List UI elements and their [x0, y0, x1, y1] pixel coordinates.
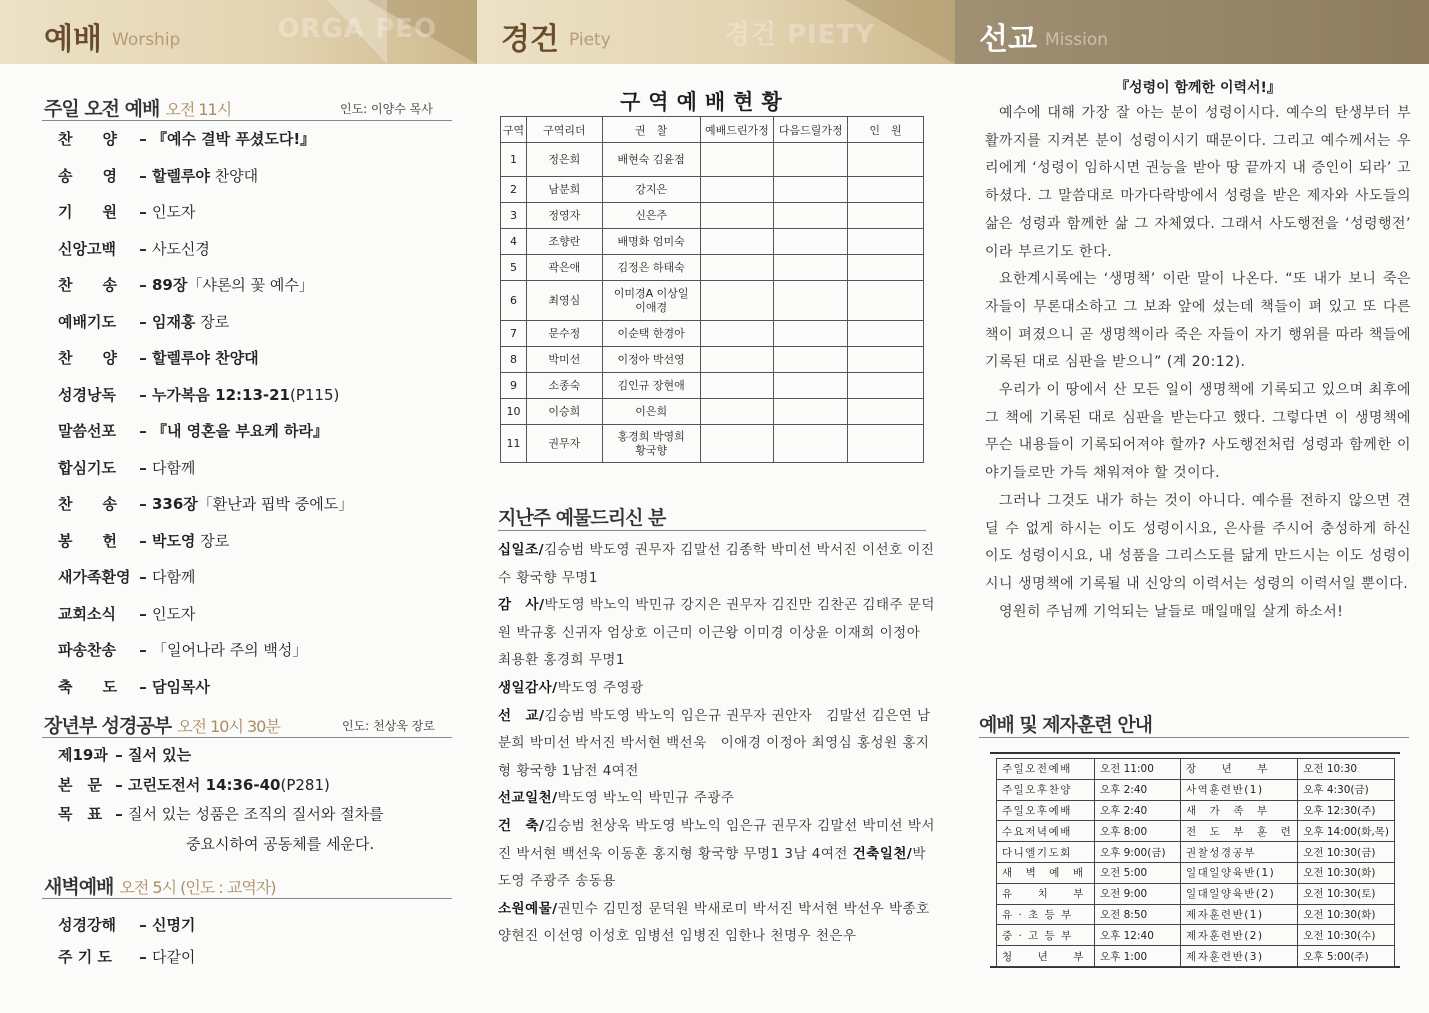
- table-row: [501, 425, 924, 463]
- order-item: [58, 493, 353, 514]
- order-separator: –: [134, 349, 152, 367]
- cell-members: 홍경희 박영희 황국향: [602, 425, 700, 463]
- order-content: 신명기: [151, 916, 196, 934]
- schedule-time: 오전 5:00: [1095, 862, 1181, 883]
- offering-names: 박도영 주광주 송동용: [498, 845, 926, 890]
- table-row: [501, 321, 924, 347]
- cell-leader: 최영심: [526, 281, 602, 321]
- offering-group: [498, 703, 938, 786]
- offering-names: 권민수 김민정 문덕원 박새로미 박서진 박서현 박선우 박종호 양현진 이선영 이성호 임병선 임병진 임한나 천명우 천은우: [498, 900, 930, 945]
- essay-paragraph: 영원히 주님께 기억되는 날들로 매일매일 살게 하소서!: [999, 603, 1344, 620]
- schedule-time: 오전 9:00: [1095, 883, 1181, 904]
- offering-names: 박도영 박노익 박민규 주광주: [557, 790, 735, 807]
- order-detail: 다함께: [151, 458, 196, 477]
- cell-members: 이정아 박선영: [602, 347, 700, 373]
- schedule-name: 수요저녁예배: [997, 821, 1095, 842]
- cell-no: 10: [501, 399, 527, 425]
- order-detail: 「샤론의 꽃 예수」: [187, 276, 314, 294]
- schedule-row: [997, 842, 1395, 863]
- schedule-time: 오전 8:50: [1095, 904, 1181, 925]
- schedule-name: 유 · 초 등 부: [997, 904, 1095, 925]
- offering-names: 박도영 주영광: [557, 679, 644, 696]
- order-item: [58, 914, 195, 935]
- order-content: 고린도전서 14:36-40: [127, 775, 281, 794]
- order-detail: (P281): [280, 775, 330, 794]
- empty-cell: [848, 399, 924, 425]
- order-content: 할렐루야 찬양대: [151, 349, 259, 367]
- order-separator: –: [110, 775, 128, 794]
- cell-leader: 곽은애: [526, 255, 602, 281]
- empty-cell: [848, 373, 924, 399]
- column-header: 다음드릴가정: [774, 117, 848, 143]
- empty-cell: [774, 281, 848, 321]
- order-item: [58, 128, 315, 149]
- schedule-row: [997, 759, 1395, 780]
- order-item: [58, 566, 195, 587]
- schedule-name: 주일오후찬양: [997, 779, 1095, 800]
- offering-type: 선교일천/: [498, 790, 558, 807]
- table-row: [501, 347, 924, 373]
- empty-cell: [700, 425, 774, 463]
- cell-no: 7: [501, 321, 527, 347]
- order-separator: –: [134, 916, 152, 934]
- offering-names: 김승범 박도영 권무자 김말선 김종학 박미선 박서진 이선호 이진수 황국향 무명1: [498, 542, 935, 586]
- order-detail: 찬양대: [209, 166, 259, 185]
- cell-leader: 정은희: [526, 143, 602, 177]
- divider: [42, 120, 452, 121]
- order-item: [58, 639, 307, 660]
- order-separator: –: [134, 385, 152, 404]
- empty-cell: [774, 203, 848, 229]
- schedule-time: 오전 10:30: [1298, 759, 1395, 780]
- cell-no: 8: [501, 347, 527, 373]
- order-item: [58, 744, 191, 765]
- order-item: [58, 274, 314, 295]
- cell-leader: 남분희: [526, 177, 602, 203]
- order-detail: 인도자: [151, 604, 196, 623]
- empty-cell: [700, 399, 774, 425]
- cell-members: 강지은: [602, 177, 700, 203]
- empty-cell: [700, 281, 774, 321]
- offering-type: 감 사/: [498, 597, 545, 614]
- offering-group: [498, 896, 938, 951]
- empty-cell: [848, 321, 924, 347]
- offering-names: 김승범 박도영 박노익 임은규 권무자 권안자 김말선 김은연 남분희 박미선 박서진 박서현 백선욱 이애경 이정아 최영심 홍성원 홍지형 황국향 1남전 4여전: [498, 707, 931, 779]
- schedule-row: [997, 883, 1395, 904]
- empty-cell: [848, 425, 924, 463]
- empty-cell: [700, 229, 774, 255]
- offering-group: [498, 675, 938, 703]
- order-content: 『내 영혼을 부요케 하라』: [151, 422, 329, 440]
- order-item: [58, 946, 195, 967]
- order-detail: 인도자: [151, 203, 196, 221]
- schedule-time: 오전 10:30(화): [1298, 904, 1395, 925]
- schedule-time: 오후 12:40: [1095, 925, 1181, 946]
- empty-cell: [774, 229, 848, 255]
- essay-paragraph: 그러나 그것도 내가 하는 것이 아니다. 예수를 전하지 않으면 견딜 수 없게 하시는 이도 성령이시요, 은사를 주시어 충성하게 하신 이도 성령이시요, 내 성품을 그리스도를 닮게 만드시는 이도 성령이시니 생명책에 기록될 내 신앙의 이력서는 성령의 이력서일 뿐이다.: [985, 492, 1411, 592]
- empty-cell: [848, 255, 924, 281]
- order-detail: 「환난과 핍박 중에도」: [197, 495, 354, 513]
- schedule-row: [997, 800, 1395, 821]
- order-content: 질서 있는: [127, 746, 192, 764]
- district-table-title: 구역예배현황: [620, 90, 790, 114]
- order-item: [58, 457, 195, 478]
- schedule-name: 새 가 족 부: [1181, 800, 1298, 821]
- schedule-name: 사역훈련반(1): [1181, 779, 1298, 800]
- offering-group: [498, 537, 938, 592]
- schedule-name: 일대일양육반(1): [1181, 862, 1298, 883]
- table-row: [501, 177, 924, 203]
- youth-time: 오전 10시 30분: [177, 717, 280, 736]
- dawn-title-text: 새벽예배: [44, 876, 114, 898]
- column-header: 구역리더: [526, 117, 602, 143]
- morning-title-text: 주일 오전 예배: [44, 98, 160, 120]
- empty-cell: [774, 321, 848, 347]
- table-header-row: [501, 117, 924, 143]
- cell-no: 5: [501, 255, 527, 281]
- schedule-name: 새 벽 예 배: [997, 862, 1095, 883]
- empty-cell: [774, 347, 848, 373]
- empty-cell: [700, 143, 774, 177]
- schedule-time: 오전 11:00: [1095, 759, 1181, 780]
- cell-no: 4: [501, 229, 527, 255]
- schedule-name: 일대일양육반(2): [1181, 883, 1298, 904]
- order-separator: –: [134, 203, 152, 221]
- schedule-name: 장 년 부: [1181, 759, 1298, 780]
- schedule-time: 오전 10:30(토): [1298, 883, 1395, 904]
- dawn-time: 오전 5시 (인도 : 교역자): [119, 878, 276, 897]
- dawn-service-title: [44, 872, 275, 899]
- schedule-row: [997, 862, 1395, 883]
- order-label: 말씀선포: [58, 422, 116, 440]
- order-separator: –: [134, 495, 152, 513]
- column-header: 예배드린가정: [700, 117, 774, 143]
- empty-cell: [774, 255, 848, 281]
- divider: [498, 530, 926, 531]
- empty-cell: [848, 347, 924, 373]
- header-title-en: Worship: [112, 30, 181, 50]
- order-separator: –: [134, 948, 152, 966]
- order-item: [134, 833, 374, 854]
- district-worship-table: [500, 116, 924, 463]
- order-item: [58, 774, 330, 795]
- cell-members: 이미경A 이상일 이애경: [602, 281, 700, 321]
- column-header: 인 원: [848, 117, 924, 143]
- schedule-time: 오후 9:00(금): [1095, 842, 1181, 863]
- order-item: [58, 384, 339, 405]
- empty-cell: [700, 177, 774, 203]
- cell-no: 2: [501, 177, 527, 203]
- order-item: [58, 603, 195, 624]
- order-detail: (P115): [289, 385, 340, 404]
- order-separator: –: [134, 641, 152, 659]
- header-title-en: Piety: [569, 30, 611, 50]
- empty-cell: [774, 177, 848, 203]
- empty-cell: [774, 425, 848, 463]
- schedule-name: 권찰성경공부: [1181, 842, 1298, 863]
- table-row: [501, 373, 924, 399]
- order-separator: –: [134, 166, 152, 185]
- order-separator: –: [110, 746, 128, 764]
- order-item: [58, 201, 195, 222]
- offering-group: [498, 785, 938, 813]
- order-label: 찬 송: [58, 276, 117, 294]
- table-row: [501, 203, 924, 229]
- schedule-time: 오후 1:00: [1095, 946, 1181, 967]
- column-header: 구역: [501, 117, 527, 143]
- offerings-list: [498, 537, 938, 951]
- youth-title-text: 장년부 성경공부: [44, 715, 172, 737]
- cell-members: 김정은 하태숙: [602, 255, 700, 281]
- order-detail: 다같이: [151, 948, 196, 966]
- offering-type: 선 교/: [498, 707, 545, 724]
- morning-service-title: [44, 94, 231, 121]
- empty-cell: [774, 373, 848, 399]
- order-detail: 다함께: [151, 568, 196, 586]
- order-label: 봉 헌: [58, 531, 117, 550]
- order-label: 성경강해: [58, 916, 116, 934]
- cell-leader: 문수정: [526, 321, 602, 347]
- schedule-name: 청 년 부: [997, 946, 1095, 967]
- offering-group: [498, 818, 935, 889]
- schedule-name: 다니엘기도회: [997, 842, 1095, 863]
- table-row: [501, 143, 924, 177]
- offering-type: 십일조/: [498, 542, 545, 558]
- order-item: [58, 165, 258, 186]
- order-detail: 「일어나라 주의 백성」: [151, 641, 308, 659]
- schedule-name: 유 치 부: [997, 883, 1095, 904]
- order-detail: 중요시하여 공동체를 세운다.: [186, 834, 375, 853]
- empty-cell: [774, 399, 848, 425]
- schedule-row: [997, 779, 1395, 800]
- order-item: [58, 347, 259, 368]
- header-title-ko: 경건: [501, 22, 559, 57]
- table-row: [501, 229, 924, 255]
- youth-leader: 인도: 천상욱 장로: [342, 719, 435, 733]
- order-label: 주 기 도: [58, 948, 112, 966]
- schedule-name: 제자훈련반(1): [1181, 904, 1298, 925]
- cell-leader: 소종숙: [526, 373, 602, 399]
- order-label: 본 문: [58, 775, 102, 794]
- order-item: [58, 420, 328, 441]
- essay-paragraph: 요한계시록에는 ‘생명책’ 이란 말이 나온다. “또 내가 보니 죽은 자들이 무론대소하고 그 보좌 앞에 섰는데 책들이 펴 있고 또 다른 책이 펴졌으니 곧 생명책이라 죽은 자들이 자기 행위를 따라 책들에 기록된 대로 심판을 받으니” (계 20:12).: [985, 271, 1411, 371]
- order-item: [58, 311, 229, 332]
- schedule-time: 오후 12:30(주): [1298, 800, 1395, 821]
- cell-members: 이순택 한경아: [602, 321, 700, 347]
- order-content: 336장: [151, 495, 198, 513]
- cell-leader: 권무자: [526, 425, 602, 463]
- order-separator: –: [134, 458, 152, 477]
- order-label: 찬 양: [58, 349, 117, 367]
- essay-paragraph: 예수에 대해 가장 잘 아는 분이 성령이시다. 예수의 탄생부터 부활까지를 지켜본 분이 성령이시기 때문이다. 그리고 예수께서는 우리에게 ‘성령이 임하시면 권능을 받아 땅 끝까지 내 증인이 되라’ 고 하셨다. 그 말씀대로 마가다락방에서 성령을 받은 제자와 사도들의 삶은 성령과 함께한 삶 그 자체였다. 그래서 사도행전을 ‘성령행전’ 이라 부르기도 한다.: [985, 105, 1411, 260]
- order-separator: –: [134, 239, 152, 258]
- cell-members: 배명화 엄미숙: [602, 229, 700, 255]
- schedule-name: 중 · 고 등 부: [997, 925, 1095, 946]
- order-separator: –: [134, 531, 152, 550]
- order-detail: 질서 있는 성품은 조직의 질서와 절차를: [127, 805, 384, 823]
- offering-type: 건축일천/: [852, 845, 913, 862]
- order-label: 축 도: [58, 677, 117, 696]
- cell-no: 3: [501, 203, 527, 229]
- column-header: 권 찰: [602, 117, 700, 143]
- cell-members: 김인규 장현애: [602, 373, 700, 399]
- cell-members: 이은희: [602, 399, 700, 425]
- order-content: 임재홍: [151, 312, 196, 331]
- empty-cell: [700, 321, 774, 347]
- header-title-en: Mission: [1045, 30, 1109, 50]
- offering-type: 소원예물/: [498, 900, 558, 917]
- schedule-time: 오전 10:30(금): [1298, 842, 1395, 863]
- order-detail: 장로: [195, 312, 230, 331]
- schedule-row: [997, 946, 1395, 967]
- order-content: 『예수 결박 푸셨도다!』: [151, 130, 316, 148]
- order-label: 성경낭독: [58, 385, 116, 404]
- cell-leader: 정영자: [526, 203, 602, 229]
- cell-leader: 이승희: [526, 399, 602, 425]
- divider: [979, 737, 1409, 738]
- empty-cell: [848, 177, 924, 203]
- divider: [42, 737, 452, 738]
- schedule-table: [996, 758, 1395, 967]
- empty-cell: [774, 143, 848, 177]
- order-item: [58, 803, 384, 824]
- order-item: [58, 676, 210, 697]
- order-content: 할렐루야: [151, 166, 210, 185]
- cell-members: 신은주: [602, 203, 700, 229]
- header-title-ko: 예배: [44, 22, 102, 57]
- order-detail: 사도신경: [151, 239, 210, 258]
- table-row: [501, 255, 924, 281]
- youth-study-title: [44, 711, 280, 738]
- order-label: 찬 송: [58, 495, 117, 513]
- empty-cell: [848, 203, 924, 229]
- order-label: 파송찬송: [58, 641, 116, 659]
- schedule-name: 제자훈련반(3): [1181, 946, 1298, 967]
- empty-cell: [700, 373, 774, 399]
- empty-cell: [848, 143, 924, 177]
- schedule-row: [997, 904, 1395, 925]
- header-title-ko: 선교: [979, 22, 1037, 57]
- schedule-time: 오후 5:00(주): [1298, 946, 1395, 967]
- order-separator: –: [134, 130, 152, 148]
- empty-cell: [848, 229, 924, 255]
- order-label: 송 영: [58, 166, 117, 185]
- order-label: 새가족환영: [58, 568, 131, 586]
- order-separator: –: [134, 604, 152, 623]
- order-label: 신앙고백: [58, 239, 116, 258]
- empty-cell: [700, 203, 774, 229]
- schedule-time: 오전 10:30(수): [1298, 925, 1395, 946]
- schedule-name: 제자훈련반(2): [1181, 925, 1298, 946]
- cell-no: 1: [501, 143, 527, 177]
- order-separator: –: [134, 312, 152, 331]
- empty-cell: [700, 347, 774, 373]
- empty-cell: [848, 281, 924, 321]
- offering-names: 김승범 천상욱 박도영 박노익 임은규 권무자 김말선 박미선 박서진 박서현 백선욱 이동훈 홍지형 황국향 무명1 3남 4여전: [498, 817, 935, 862]
- schedule-row: [997, 925, 1395, 946]
- order-separator: –: [134, 276, 152, 294]
- order-content: 89장: [151, 276, 188, 294]
- cell-no: 6: [501, 281, 527, 321]
- order-label: 교회소식: [58, 604, 116, 623]
- header-watermark: ORGA PEO: [277, 14, 437, 44]
- offering-type: 건 축/: [498, 817, 545, 834]
- divider: [42, 898, 452, 899]
- order-separator: –: [134, 568, 152, 586]
- schedule-row: [997, 821, 1395, 842]
- cell-no: 9: [501, 373, 527, 399]
- schedule-time: 오후 14:00(화,목): [1298, 821, 1395, 842]
- order-content: 담임목사: [151, 677, 210, 696]
- cell-leader: 박미선: [526, 347, 602, 373]
- schedule-title: 예배 및 제자훈련 안내: [979, 714, 1153, 736]
- order-detail: 장로: [195, 531, 230, 550]
- order-item: [58, 530, 229, 551]
- order-label: 예배기도: [58, 312, 116, 331]
- morning-leader: 인도: 이양수 목사: [340, 102, 433, 116]
- order-separator: –: [110, 805, 128, 823]
- empty-cell: [700, 255, 774, 281]
- schedule-time: 오후 4:30(금): [1298, 779, 1395, 800]
- offering-group: [498, 592, 938, 675]
- offerings-title: 지난주 예물드리신 분: [498, 507, 666, 529]
- essay-title: 『성령이 함께한 이력서!』: [1115, 80, 1281, 96]
- schedule-name: 전 도 부 훈 련: [1181, 821, 1298, 842]
- piety-header-band: [477, 0, 955, 64]
- schedule-time: 오전 10:30(화): [1298, 862, 1395, 883]
- order-label: 찬 양: [58, 130, 117, 148]
- order-label: 제19과: [58, 746, 108, 764]
- table-row: [501, 281, 924, 321]
- essay-paragraph: 우리가 이 땅에서 산 모든 일이 생명책에 기록되고 있으며 최후에 그 책에 기록된 대로 심판을 받는다고 했다. 그렇다면 이 생명책에 무슨 내용들이 기록되어져야 할까? 사도행전처럼 성령과 함께한 이야기들로만 가득 채워져야 할 것이다.: [985, 382, 1411, 482]
- order-label: 기 원: [58, 203, 117, 221]
- table-row: [501, 399, 924, 425]
- schedule-name: 주일오후예배: [997, 800, 1095, 821]
- worship-header-band: [0, 0, 477, 64]
- morning-time: 오전 11시: [165, 100, 232, 119]
- order-separator: –: [134, 677, 152, 696]
- offering-type: 생일감사/: [498, 679, 558, 696]
- cell-no: 11: [501, 425, 527, 463]
- order-label: 목 표: [58, 805, 102, 823]
- cell-members: 배현숙 김윤점: [602, 143, 700, 177]
- schedule-time: 오후 2:40: [1095, 800, 1181, 821]
- order-content: 박도영: [151, 531, 196, 550]
- header-watermark: 경건 PIETY: [724, 20, 875, 50]
- order-item: [58, 238, 210, 259]
- mission-header-band: [955, 0, 1429, 64]
- order-separator: –: [134, 422, 152, 440]
- order-label: 합심기도: [58, 458, 116, 477]
- offering-names: 박도영 박노익 박민규 강지은 권무자 김진만 김찬곤 김태주 문덕원 박규홍 신귀자 엄상호 이근미 이근왕 이미경 이상윤 이재희 이정아 최용환 홍경희 무명1: [498, 597, 935, 669]
- schedule-time: 오후 8:00: [1095, 821, 1181, 842]
- order-content: 누가복음 12:13-21: [151, 385, 290, 404]
- essay-body: [985, 100, 1411, 626]
- schedule-name: 주일오전예배: [997, 759, 1095, 780]
- schedule-time: 오후 2:40: [1095, 779, 1181, 800]
- cell-leader: 조향란: [526, 229, 602, 255]
